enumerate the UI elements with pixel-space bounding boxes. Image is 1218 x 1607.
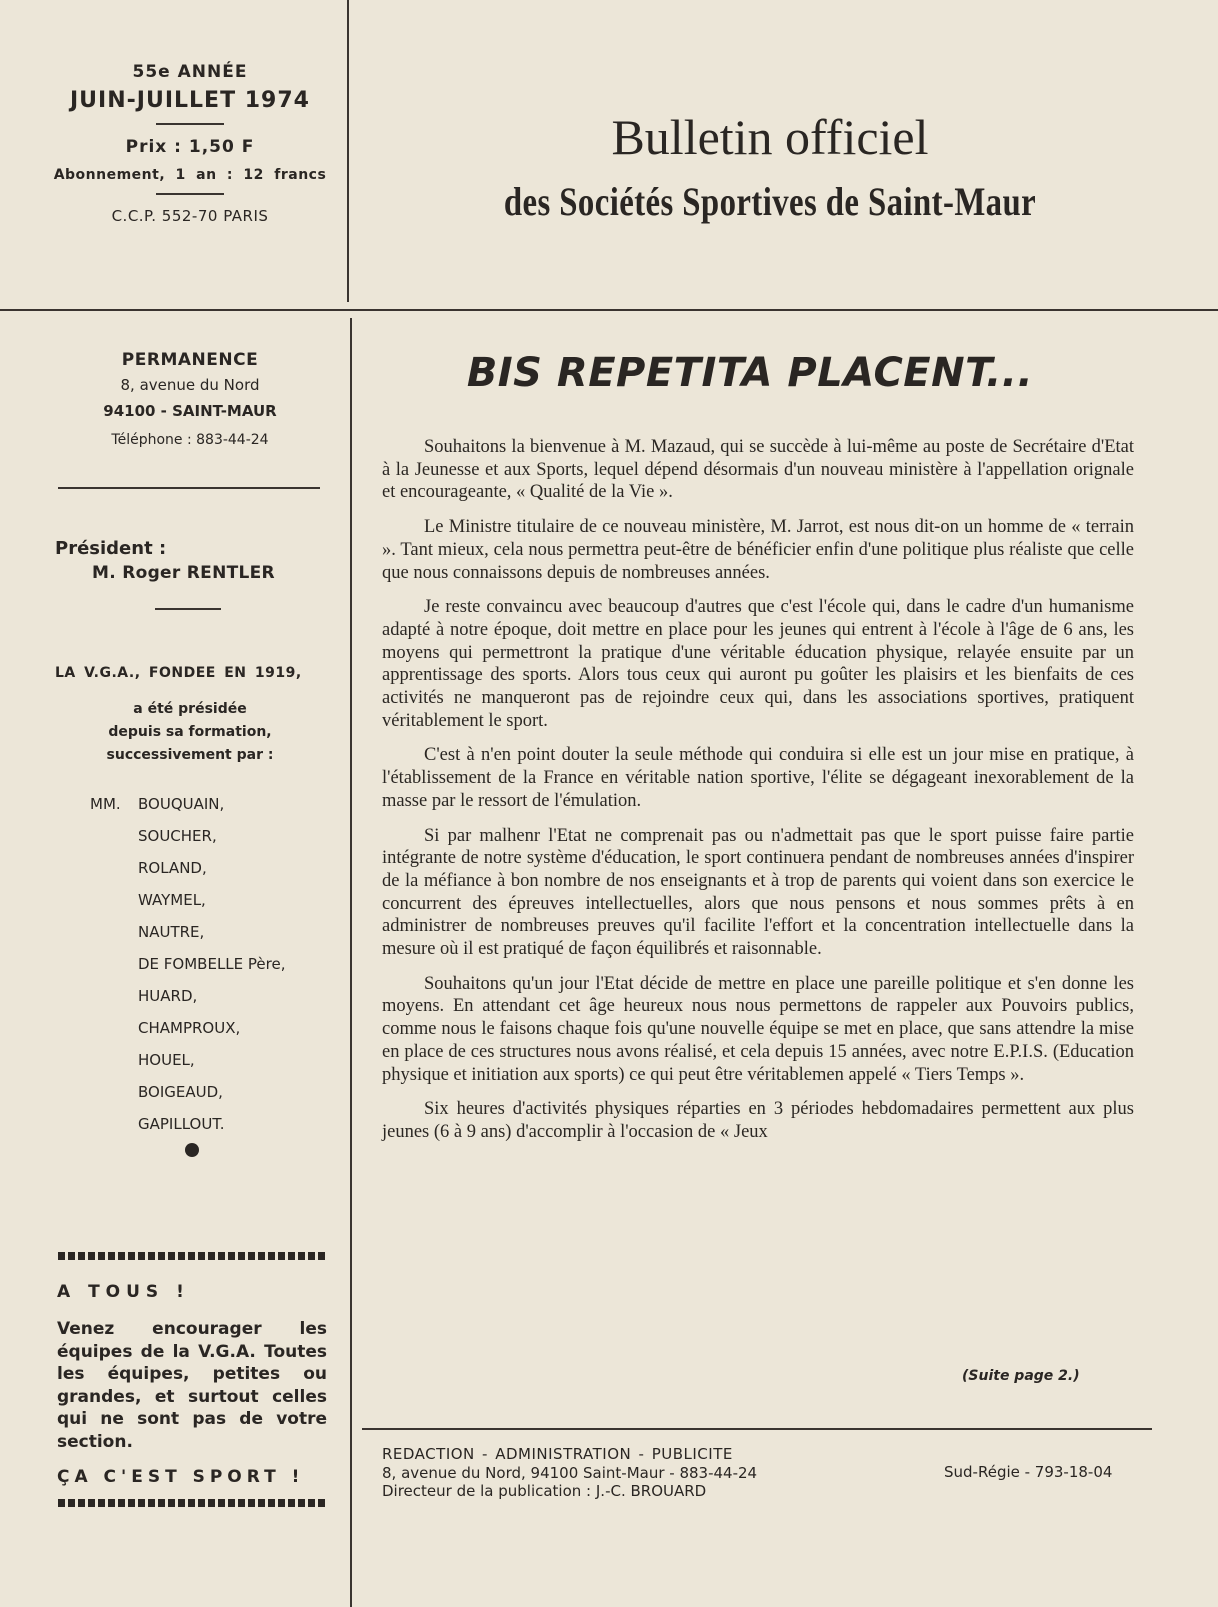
list-item: BOIGEAUD,: [138, 1083, 223, 1101]
mm-label: MM.: [90, 795, 121, 813]
footer-line: REDACTION - ADMINISTRATION - PUBLICITE: [382, 1445, 733, 1463]
permanence-title: PERMANENCE: [121, 350, 259, 370]
sidebar-rule: [58, 487, 320, 489]
article-paragraph: Souhaitons la bienvenue à M. Mazaud, qui se succède à lui-même au poste de Secrétaire d'Etat à la Jeunesse et aux Sports, lequel dépend désormais d'un nouveau ministère à l'appellation orignale et encourageante, « Qualité de la Vie ».: [382, 437, 1134, 503]
masthead-subtitle: des Sociétés Sportives de Saint-Maur: [503, 179, 1037, 224]
header-bottom-rule: [0, 309, 1218, 311]
list-item: ROLAND,: [138, 859, 207, 877]
issue-info: [40, 62, 340, 225]
issue-date: JUIN-JUILLET 1974: [70, 88, 310, 113]
article-paragraph: C'est à n'en point douter la seule méthode qui conduira si elle est un jour mise en pratique, à l'établissement de la France en véritable nation sportive, l'élite se dégageant inexorablement de la masse par le ressort de l'émulation.: [382, 745, 1134, 811]
encourage-text: Venez encourager les équipes de la V.G.A. Toutes les équipes, petites ou grandes, et surtout celles qui ne sont pas de votre section.: [57, 1319, 327, 1452]
zigzag-border: [58, 1252, 326, 1260]
zigzag-border: [58, 1499, 326, 1507]
sidebar-short-rule: [155, 608, 221, 610]
list-item: NAUTRE,: [138, 923, 205, 941]
article-paragraph: Le Ministre titulaire de ce nouveau ministère, M. Jarrot, est nous dit-on un homme de « terrain ». Tant mieux, cela nous permettra peut-être de bénéficier enfin d'une politique plus réaliste que celle que nous connaissons depuis de nombreuses années.: [382, 517, 1134, 583]
list-item: WAYMEL,: [138, 891, 206, 909]
footer-line: 8, avenue du Nord, 94100 Saint-Maur - 883-44-24: [382, 1463, 758, 1482]
list-item: HOUEL,: [138, 1051, 195, 1069]
price: Prix : 1,50 F: [125, 137, 255, 157]
president-name: M. Roger RENTLER: [92, 563, 275, 583]
president-entry: BOUQUAIN,: [138, 795, 225, 813]
list-item: HUARD,: [138, 987, 198, 1005]
list-item: GAPILLOUT.: [138, 1115, 225, 1133]
permanence-phone: Téléphone : 883-44-24: [111, 432, 269, 448]
article-body: [382, 436, 1134, 1156]
header-column-divider: [347, 0, 349, 302]
body-column-divider: [350, 318, 352, 1607]
vga-title: LA V.G.A., FONDEE EN 1919,: [55, 665, 302, 681]
divider: [156, 123, 224, 125]
footer-credits: [382, 1445, 757, 1501]
vga-line: successivement par :: [106, 747, 274, 763]
list-item: [90, 788, 285, 820]
list-item: DE FOMBELLE Père,: [138, 955, 286, 973]
vga-line: a été présidée: [133, 701, 247, 717]
list-item: CHAMPROUX,: [138, 1019, 241, 1037]
permanence-city: 94100 - SAINT-MAUR: [103, 402, 277, 420]
subscription: Abonnement, 1 an : 12 francs: [53, 167, 327, 183]
article-paragraph: Six heures d'activités physiques réparties en 3 périodes hebdomadaires permettent aux plus jeunes (6 à 9 ans) d'accomplir à l'occasion de « Jeux: [382, 1099, 1134, 1142]
divider: [156, 193, 224, 195]
footer-line: Directeur de la publication : J.-C. BROUARD: [382, 1482, 707, 1500]
article-paragraph: Je reste convaincu avec beaucoup d'autres que c'est l'école qui, dans le cadre d'un humanisme adapté à notre époque, doit mettre en place pour les jeunes qui entrent à l'école à l'âge de 6 ans, les moyens qui permettront la pratique d'une véritable éducation physique, relayée ensuite par un apprentissage des sports. Alors tous ceux qui auront pu goûter les plaisirs et les bienfaits de ces activités ne manqueront pas de rejoindre ceux qui, dans les associations sportives, pratiquent véritablement le sport.: [382, 597, 1134, 731]
permanence-address: 8, avenue du Nord: [120, 376, 260, 394]
article-paragraph: Si par malhenr l'Etat ne comprenait pas ou n'admettait pas que le sport puisse faire partie intégrante de notre système d'éducation, le sport continuera pendant de nombreuses années d'inspirer de la méfiance à bon nombre de nos enseignants et à trop de parents qui voient dans son exercice le concurrent des épreuves intellectuelles, alors que nous pensons et nous sommes prêts à en administrer de nombreuses preuves qu'il facilite l'effort et la concentration intellectuelle dans la mesure où il est pratiqué de façon équilibrés et raisonnable.: [382, 825, 1134, 960]
footer-right: Sud-Régie - 793-18-04: [944, 1463, 1113, 1481]
vga-line: depuis sa formation,: [108, 724, 272, 740]
article-paragraph: Souhaitons qu'un jour l'Etat décide de mettre en place une pareille politique et s'en donne les moyens. En attendant cet âge heureux nous nous permettons de rappeler aux Pouvoirs publics, comme nous le faisons chaque fois qu'une nouvelle équipe se met en place, que sans attendre la mise en place de ces structures nous avons réalisé, et cela depuis 15 années, avec notre E.P.I.S. (Education physique et initiation aux sports) ce qui peut être véritablemen appelé « Tiers Temps ».: [382, 973, 1134, 1085]
past-presidents-list: [90, 788, 285, 1140]
masthead-title: Bulletin officiel: [611, 109, 929, 165]
president-label: Président :: [55, 538, 167, 559]
article-headline: BIS REPETITA PLACENT...: [466, 350, 1034, 396]
list-item: SOUCHER,: [138, 827, 217, 845]
issue-year: 55e ANNÉE: [132, 62, 248, 82]
footer-rule: [362, 1428, 1152, 1430]
continued-note: (Suite page 2.): [962, 1368, 1080, 1384]
a-tous-heading: A TOUS !: [57, 1282, 190, 1302]
postal-account: C.C.P. 552-70 PARIS: [111, 207, 269, 225]
ca-cest-sport: ÇA C'EST SPORT !: [57, 1467, 305, 1487]
bullet-icon: [185, 1143, 199, 1157]
